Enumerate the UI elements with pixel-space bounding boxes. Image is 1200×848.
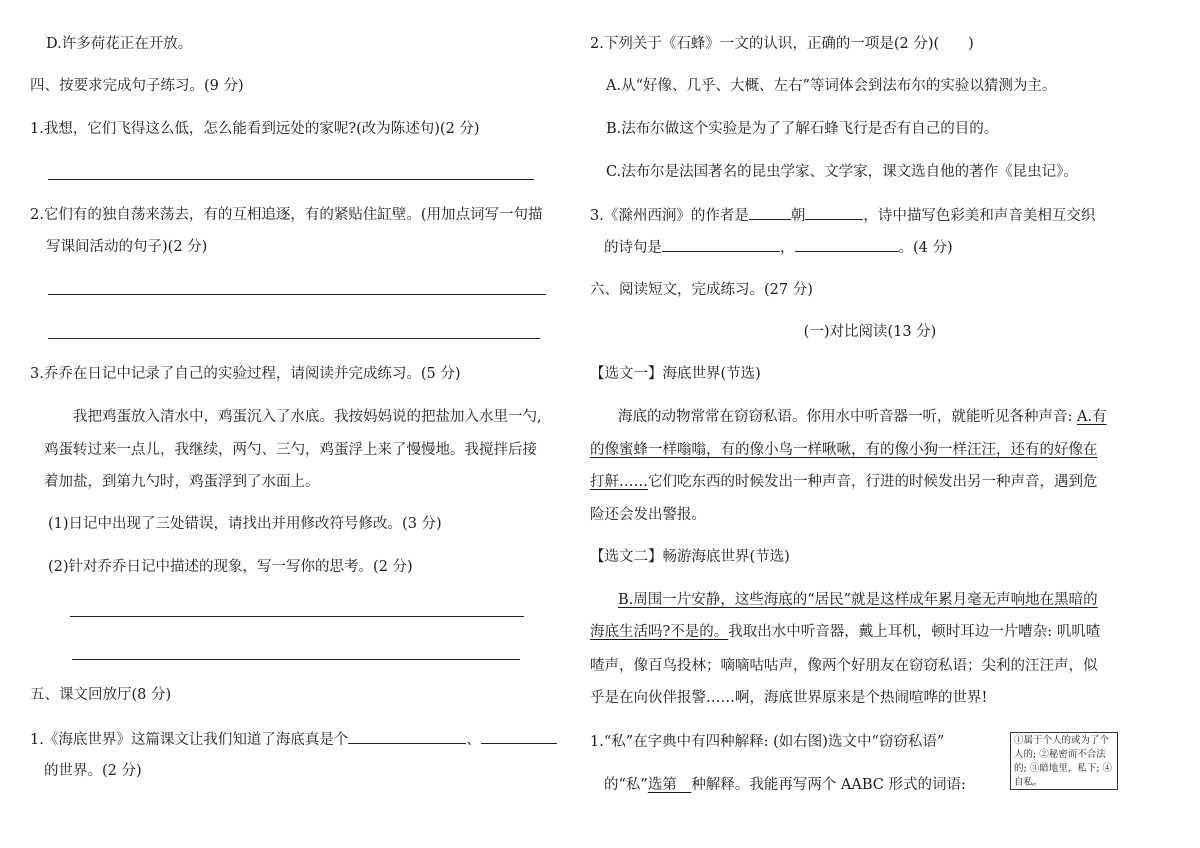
diary-line: 鸡蛋转过来一点儿，我继续，两勺、三勺，鸡蛋浮上来了慢慢地。我搅拌后接 [44,442,537,458]
selection-2-underlined-line: B.周围一片安静，这些海底的“居民”就是这样成年累月毫无声响地在黑暗的 [618,592,1098,608]
option-c: C.法布尔是法国著名的昆虫学家、文学家，课文选自他的著作《昆虫记》。 [606,164,1078,180]
diary-line: 着加盐，到第九勺时，鸡蛋浮到了水面上。 [44,474,320,490]
selection-2-line [590,622,1100,642]
question-4-2-line2: 写课间活动的句子)(2 分) [46,239,208,255]
question-6-1-line1: 1.“私”在字典中有四种解释: (如右图)选文中“窃窃私语” [590,734,945,750]
fill-blank[interactable] [795,237,899,252]
selection-1-line [618,407,1107,427]
option-a: A.从“好像、几乎、大概、左右”等词体会到法布尔的实验以猜测为主。 [606,78,1057,94]
question-4-1: 1.我想，它们飞得这么低，怎么能看到远处的家呢?(改为陈述句)(2 分) [30,121,480,137]
question-5-1-line2: 的世界。(2 分) [44,763,142,779]
question-5-3-line2 [604,237,953,258]
sub-question-2: (2)针对乔乔日记中描述的现象，写一写你的思考。(2 分) [48,559,413,575]
selection-2-title: 【选文二】畅游海底世界(节选) [590,549,790,565]
line-text: 它们吃东西的时候发出一种声音，行进的时候发出另一种声音，遇到危 [648,474,1098,490]
separator: ， [780,240,795,256]
line-text: 的诗句是 [604,240,662,256]
question-5-1-text: 1.《海底世界》这篇课文让我们知道了海底真是个 [30,732,349,748]
section-6-title: 六、阅读短文，完成练习。(27 分) [590,282,813,298]
left-column [30,0,590,848]
sub-question-1: (1)日记中出现了三处错误，请找出并用修改符号修改。(3 分) [48,516,442,532]
line-text: 种解释。我能再写两个 AABC 形式的词语: [691,777,966,793]
underlined-text: 海底生活吗?不是的。 [590,624,729,640]
option-d: D.许多荷花正在开放。 [46,36,193,52]
selection-2-line: 乎是在向伙伴报警……啊，海底世界原来是个热闹喧哗的世界! [590,690,988,706]
answer-line[interactable] [48,338,540,339]
right-column [590,0,1150,848]
subsection-title: (一)对比阅读(13 分) [803,324,937,340]
question-5-3-dynasty: 朝 [790,208,806,224]
line-text: 的“私” [604,777,648,793]
choice-blank[interactable]: 选第 [647,777,692,793]
fill-blank[interactable] [481,729,557,744]
section-5-title: 五、课文回放厅(8 分) [30,687,172,703]
fill-blank[interactable] [805,205,863,220]
answer-line[interactable] [70,616,524,617]
fill-blank[interactable] [662,237,780,252]
answer-line[interactable] [48,294,546,295]
selection-1-line [590,472,1098,492]
line-text: 海底的动物常常在窃窃私语。你用水中听音器一听，就能听见各种声音: [618,409,1077,425]
question-5-1 [30,729,557,750]
separator: 、 [466,732,481,748]
question-5-3 [590,205,1095,226]
question-5-3-tail: ，诗中描写色彩美和声音美相互交织 [863,208,1096,224]
underlined-text: A.有 [1077,409,1107,425]
question-6-1-line2 [604,775,966,795]
underlined-text: 打鼾…… [590,474,648,490]
diary-line: 我把鸡蛋放入清水中，鸡蛋沉入了水底。我按妈妈说的把盐加入水里一勺, [73,409,542,425]
answer-line[interactable] [48,179,534,180]
line-end: 。(4 分) [898,240,953,256]
answer-line[interactable] [72,659,520,660]
selection-1-title: 【选文一】海底世界(节选) [590,366,761,382]
question-4-3: 3.乔乔在日记中记录了自己的实验过程，请阅读并完成练习。(5 分) [30,366,461,382]
dictionary-definition-box: ①属于个人的或为了个人的; ②秘密而不合法的; ③暗地里，私下; ④自私。 [1010,732,1118,790]
question-5-3-text: 3.《滁州西涧》的作者是 [590,208,749,224]
fill-blank[interactable] [749,205,791,220]
question-5-2: 2.下列关于《石蜂》一文的认识，正确的一项是(2 分)( ) [590,36,974,52]
question-4-2-line1: 2.它们有的独自荡来荡去，有的互相追逐，有的紧贴住缸壁。(用加点词写一句描 [30,207,543,223]
selection-1-line: 险还会发出警报。 [590,507,706,523]
selection-2-line: 喳声，像百鸟投林；嘀嘀咕咕声，像两个好朋友在窃窃私语；尖利的汪汪声，似 [590,658,1098,674]
line-text: 我取出水中听音器，戴上耳机，顿时耳边一片嘈杂: 叽叽喳 [728,624,1101,640]
option-b: B.法布尔做这个实验是为了了解石蜂飞行是否有自己的目的。 [606,121,999,137]
section-4-title: 四、按要求完成句子练习。(9 分) [30,78,244,94]
fill-blank[interactable] [348,729,466,744]
selection-1-underlined-line: 的像蜜蜂一样嗡嗡，有的像小鸟一样啾啾，有的像小狗一样汪汪，还有的好像在 [590,442,1098,458]
